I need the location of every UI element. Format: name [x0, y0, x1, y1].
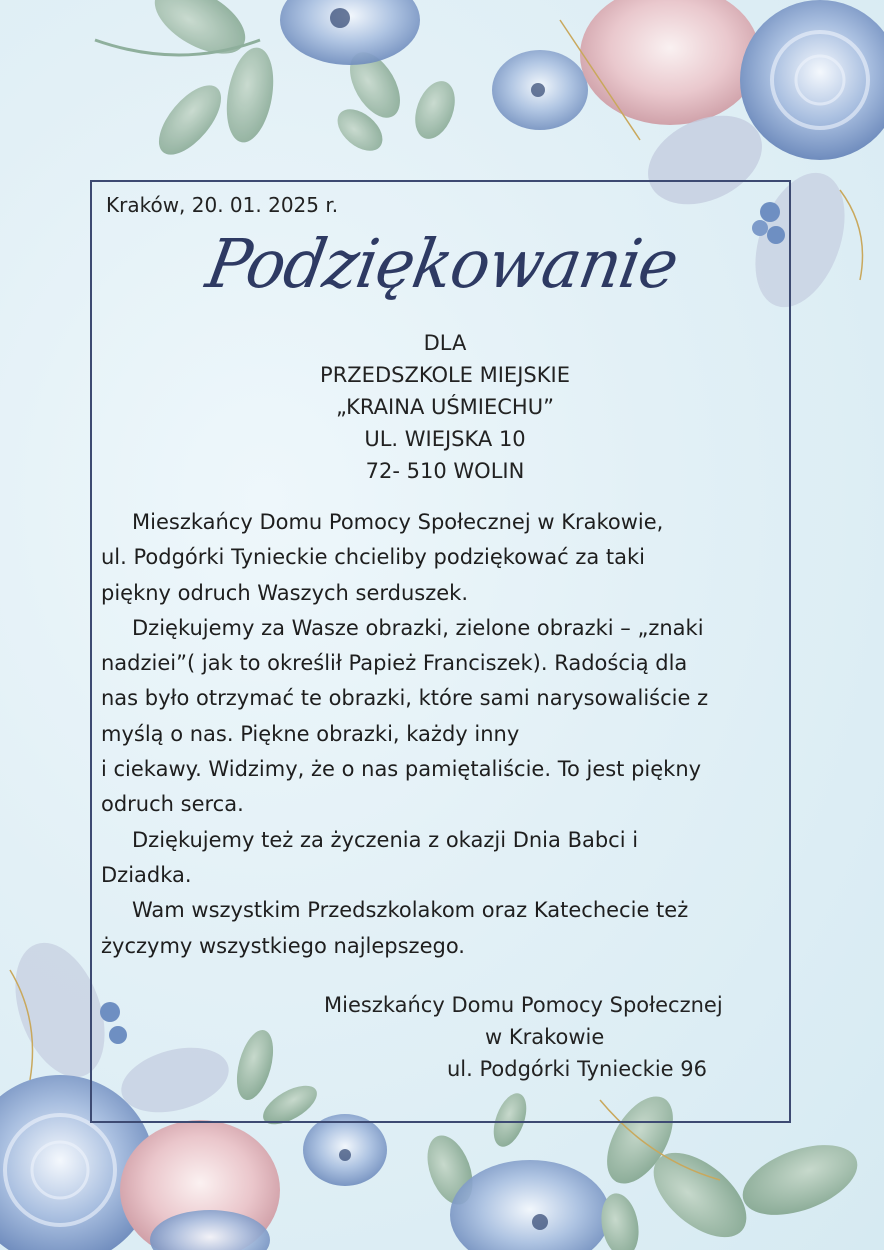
body-line: życzymy wszystkiego najlepszego. [101, 933, 465, 958]
recipient-line: UL. WIEJSKA 10 [364, 427, 526, 451]
signature-line-1: Mieszkańcy Domu Pomocy Społecznej [324, 993, 723, 1017]
letter-date: Kraków, 20. 01. 2025 r. [106, 193, 339, 217]
body-line: Dziękujemy za Wasze obrazki, zielone obrazki – „znaki [132, 615, 704, 640]
recipient-line: „KRAINA UŚMIECHU” [336, 395, 554, 419]
body-line: piękny odruch Waszych serduszek. [101, 580, 469, 605]
recipient-line: DLA [423, 331, 467, 355]
body-line: Mieszkańcy Domu Pomocy Społecznej w Krakowie, [132, 510, 664, 534]
body-line: myślą o nas. Piękne obrazki, każdy inny [101, 721, 520, 746]
body-line: Dziadka. [101, 862, 192, 887]
body-line: Dziękujemy też za życzenia z okazji Dnia Babci i [132, 827, 639, 852]
letter-title: Podziękowanie [200, 226, 684, 304]
signature-line-3: ul. Podgórki Tynieckie 96 [447, 1057, 707, 1081]
body-line: ul. Podgórki Tynieckie chcieliby podziękować za taki [101, 545, 645, 570]
body-line: i ciekawy. Widzimy, że o nas pamiętaliście. To jest piękny [101, 757, 702, 782]
letter-body [101, 505, 791, 964]
body-line: nas było otrzymać te obrazki, które sami narysowaliście z [101, 686, 709, 711]
recipient-address [0, 327, 884, 487]
body-line: odruch serca. [101, 792, 244, 817]
body-line: nadziei”( jak to określił Papież Franciszek). Radością dla [101, 651, 688, 676]
body-line: Wam wszystkim Przedszkolakom oraz Katechecie też [132, 898, 689, 923]
recipient-line: PRZEDSZKOLE MIEJSKIE [320, 363, 570, 387]
recipient-line: 72- 510 WOLIN [365, 459, 525, 483]
signature-line-2: w Krakowie [485, 1025, 605, 1049]
